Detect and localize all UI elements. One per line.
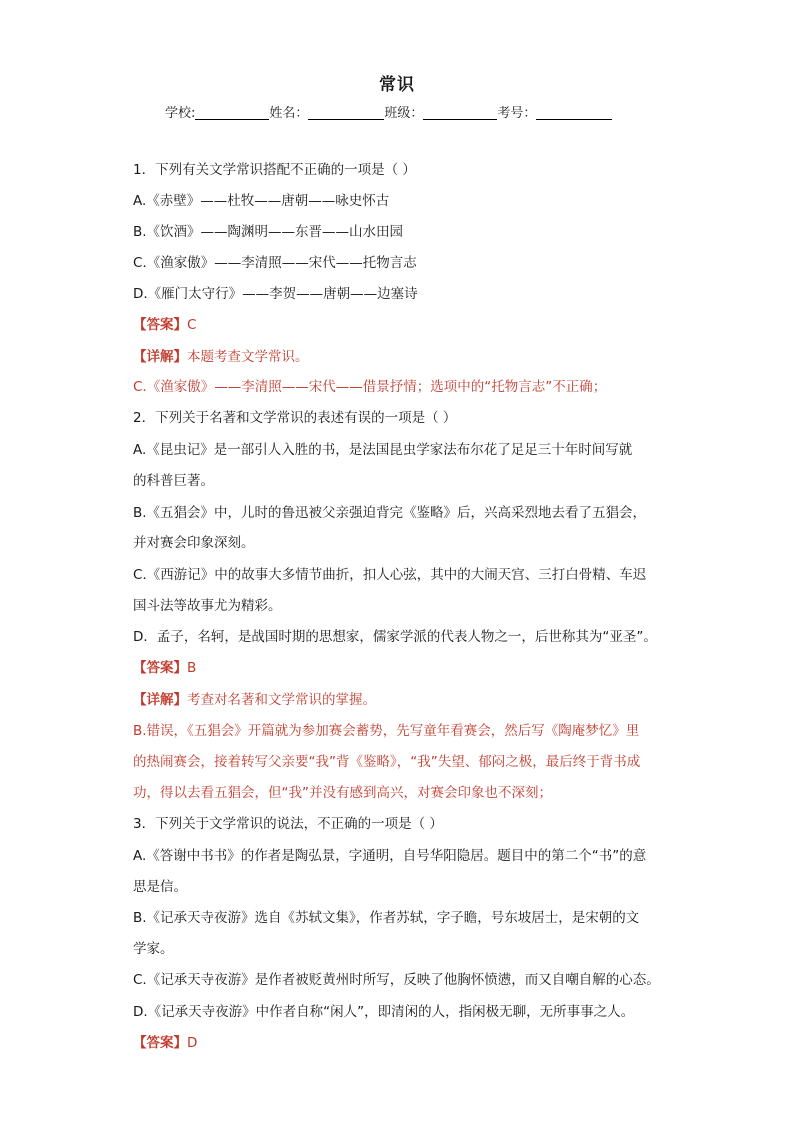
name-blank [308,105,384,120]
question-2-stem: 2．下列关于名著和文学常识的表述有误的一项是（ ） [133,410,457,426]
answer-tag: 【答案】 [133,660,187,676]
detail-tag: 【详解】 [133,692,187,708]
question-3-option-c: C.《记承天寺夜游》是作者被贬黄州时所写，反映了他胸怀愤懑，而又自嘲自解的心态。 [133,972,660,988]
question-2-detail [133,690,376,710]
question-2-option-d: D．孟子，名轲，是战国时期的思想家，儒家学派的代表人物之一，后世称其为“亚圣”。 [133,629,657,645]
question-3-answer [133,1033,197,1053]
question-1-stem: 1．下列有关文学常识搭配不正确的一项是（ ） [133,162,416,178]
detail-text: 本题考查文学常识。 [187,349,309,365]
name-label: 姓名： [269,106,309,121]
question-1-detail [133,347,309,367]
question-3-option-d: D.《记承天寺夜游》中作者自称“闲人”，即清闲的人，指闲极无聊，无所事事之人。 [133,1004,635,1020]
page-title: 常识 [379,75,415,95]
question-3-stem: 3．下列关于文学常识的说法，不正确的一项是（ ） [133,816,443,832]
number-label: 考号： [497,106,537,121]
answer-tag: 【答案】 [133,317,187,333]
question-2-option-a-line2: 的科普巨著。 [133,473,214,489]
question-2-answer [133,658,196,678]
question-1-explanation: C.《渔家傲》——李清照——宋代——借景抒情；选项中的“托物言志”不正确； [133,379,607,395]
question-2-option-c-line1: C.《西游记》中的故事大多情节曲折，扣人心弦，其中的大闹天宫、三打白骨精、车迟 [133,567,647,583]
question-1-option-c: C.《渔家傲》——李清照——宋代——托物言志 [133,255,417,271]
class-label: 班级： [384,106,424,121]
question-1-option-a: A.《赤壁》——杜牧——唐朝——咏史怀古 [133,193,390,209]
question-3-option-b-line2: 学家。 [133,941,174,957]
number-blank [536,105,612,120]
question-2-option-b-line1: B.《五猖会》中，儿时的鲁迅被父亲强迫背完《鉴略》后，兴高采烈地去看了五猖会， [133,505,647,521]
question-2-explanation-line1: B.错误，《五猖会》开篇就为参加赛会蓄势，先写童年看赛会，然后写《陶庵梦忆》里 [133,723,640,739]
answer-tag: 【答案】 [133,1035,187,1051]
answer-value: D [187,1035,198,1051]
school-blank [195,105,269,120]
question-1-option-d: D.《雁门太守行》——李贺——唐朝——边塞诗 [133,286,418,302]
class-blank [423,105,497,120]
answer-value: C [187,317,197,333]
question-3-option-b-line1: B.《记承天寺夜游》选自《苏轼文集》，作者苏轼，字子瞻，号东坡居士，是宋朝的文 [133,910,640,926]
detail-text: 考查对名著和文学常识的掌握。 [187,692,376,708]
question-1-answer [133,315,196,335]
answer-value: B [187,660,197,676]
question-2-option-b-line2: 并对赛会印象深刻。 [133,535,255,551]
question-1-option-b: B.《饮酒》——陶渊明——东晋——山水田园 [133,224,404,240]
question-2-option-a-line1: A.《昆虫记》是一部引人入胜的书，是法国昆虫学家法布尔花了足足三十年时间写就 [133,442,633,458]
school-label: 学校: [165,106,196,121]
student-info-row [165,102,612,121]
question-2-explanation-line2: 的热闹赛会，接着转写父亲要“我”背《鉴略》，“我”失望、郁闷之极，最后终于背书成 [133,754,641,770]
question-3-option-a-line2: 思是信。 [133,879,187,895]
question-3-option-a-line1: A.《答谢中书书》的作者是陶弘景，字通明，自号华阳隐居。题目中的第二个“书”的意 [133,848,647,864]
question-2-explanation-line3: 功，得以去看五猖会，但“我”并没有感到高兴，对赛会印象也不深刻； [133,785,552,801]
question-2-option-c-line2: 国斗法等故事尤为精彩。 [133,598,282,614]
detail-tag: 【详解】 [133,349,187,365]
